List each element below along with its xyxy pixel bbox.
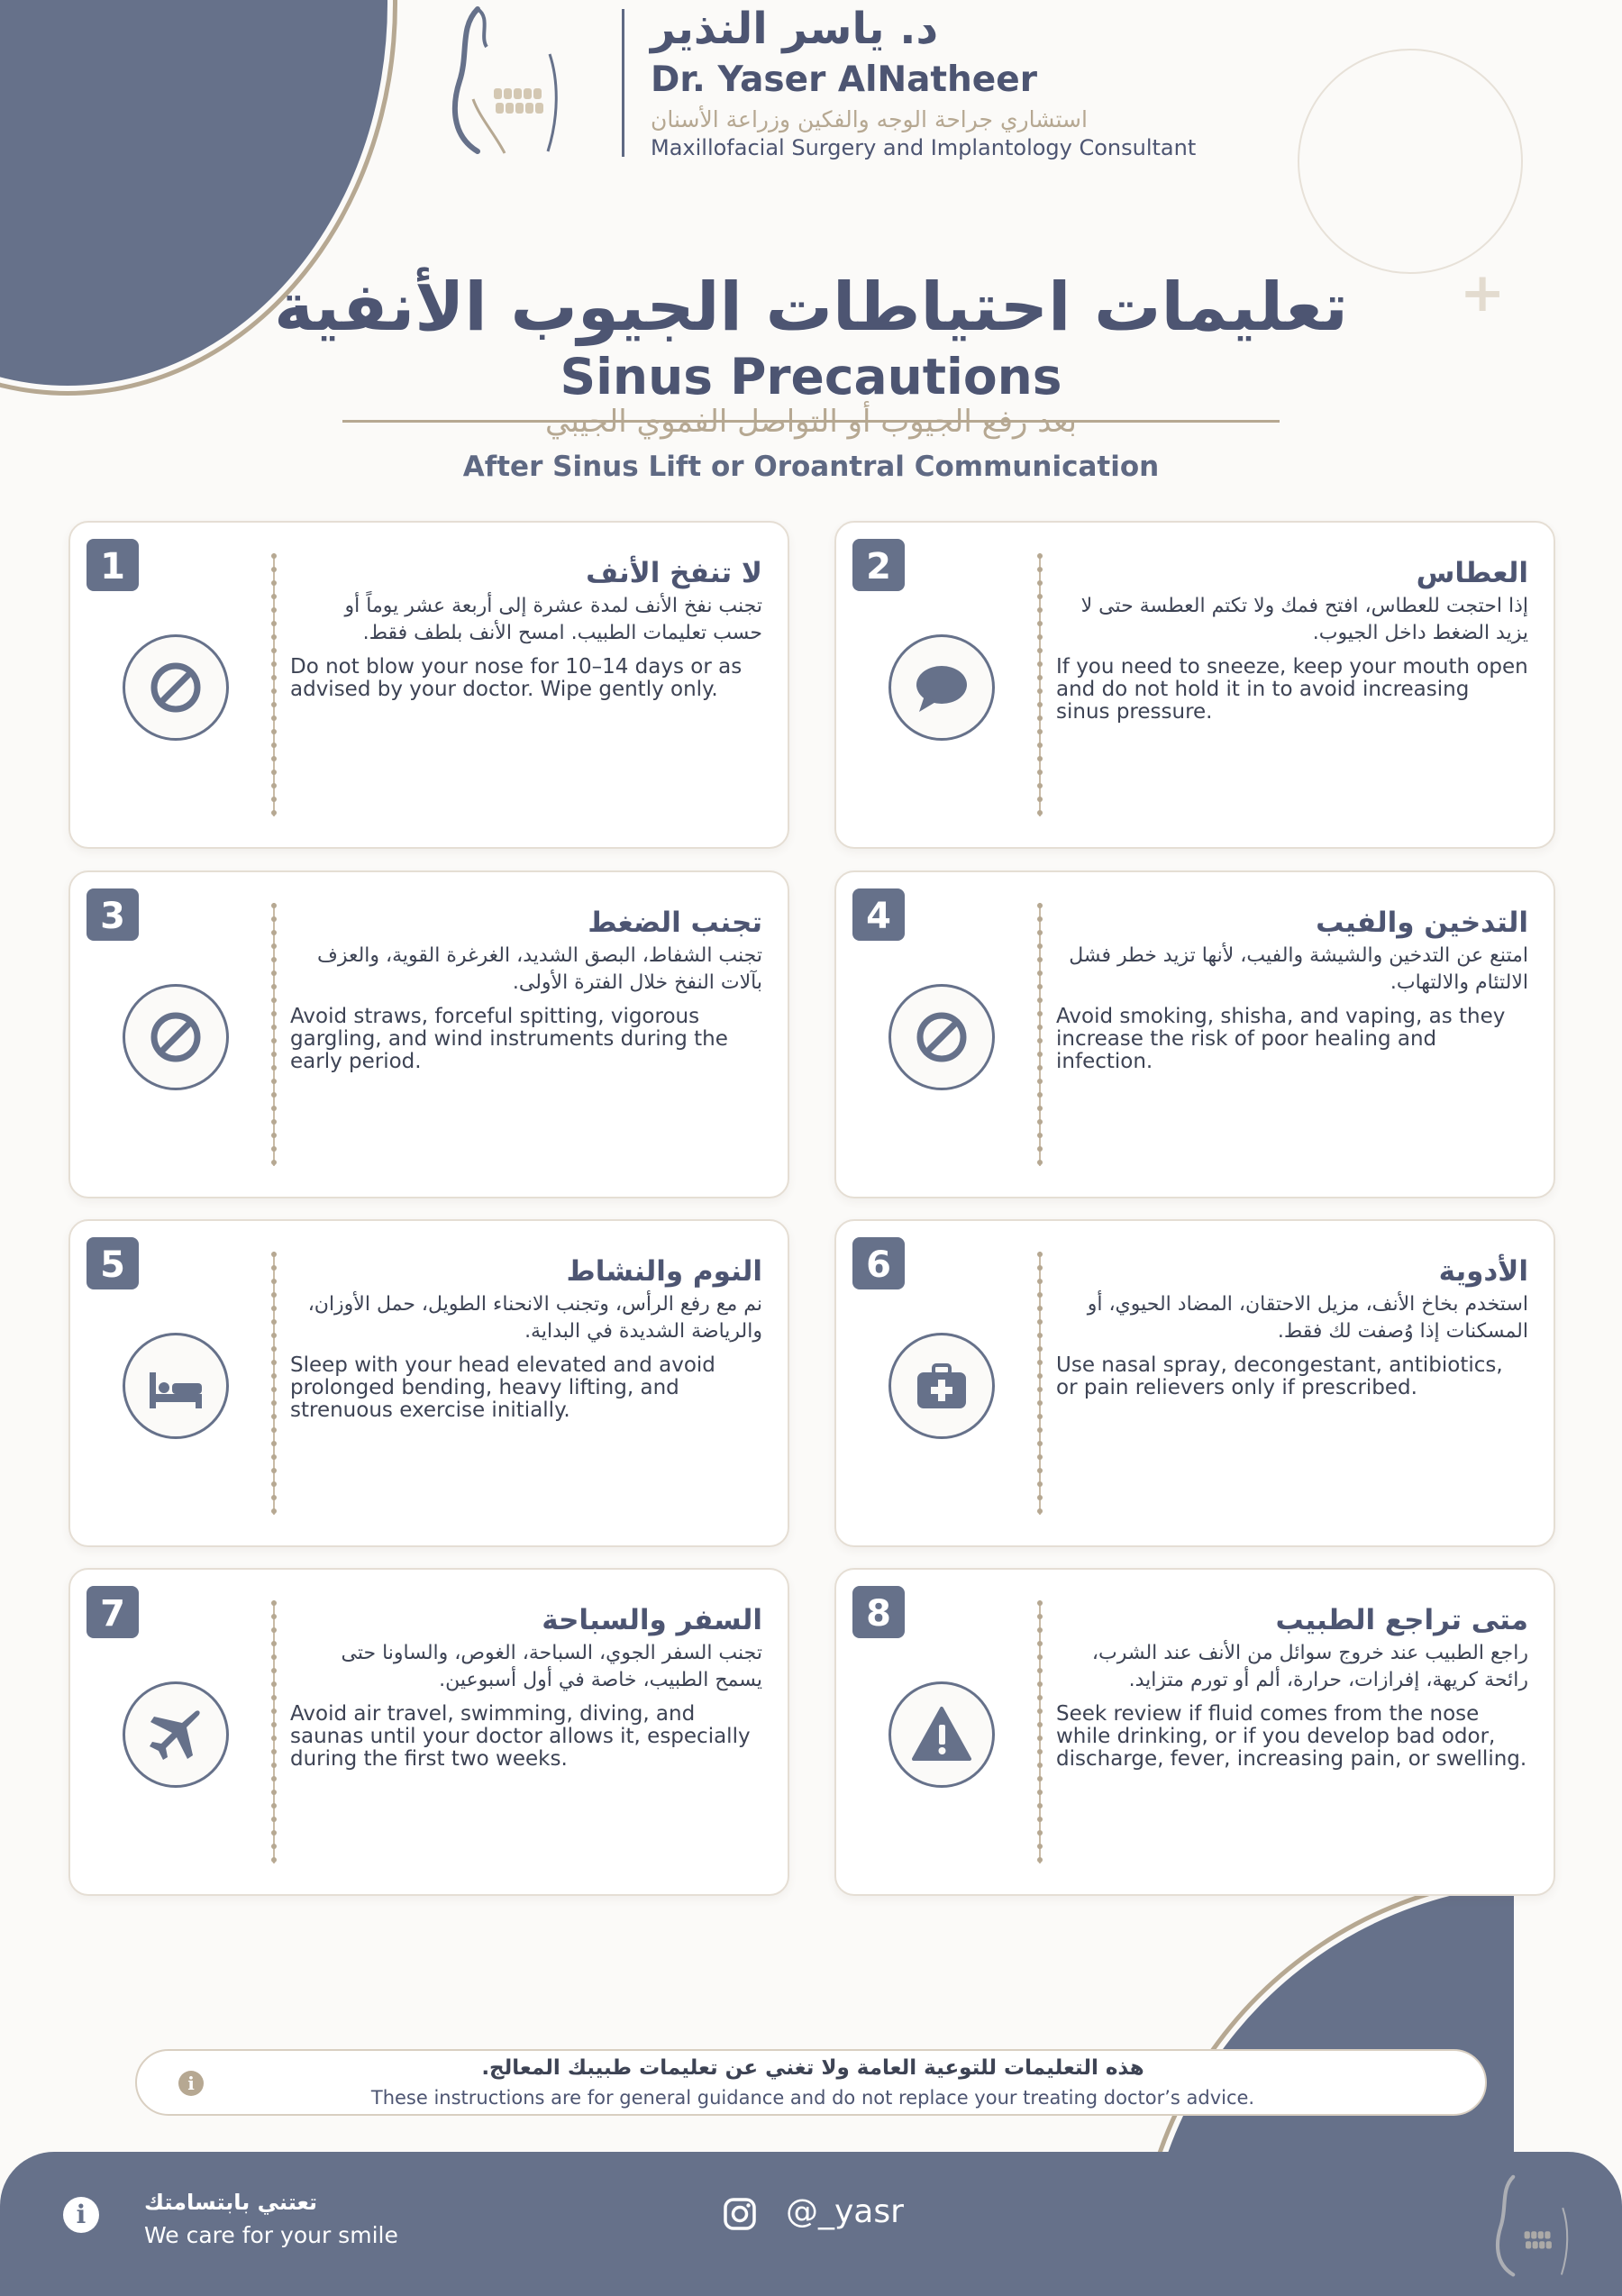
face-jaw-logo-icon (424, 0, 568, 155)
instruction-card (68, 1568, 789, 1896)
card-title-arabic: السفر والسباحة (542, 1604, 762, 1636)
card-text-english: Avoid straws, forceful spitting, vigorous gargling, and wind instruments during the early period. (290, 1005, 728, 1073)
card-number-badge: 1 (87, 539, 139, 591)
doctor-name-english: Dr. Yaser AlNatheer (651, 59, 1037, 100)
card-title-arabic: العطاس (1416, 557, 1528, 589)
card-number-badge: 4 (852, 888, 905, 941)
decorative-circle (1298, 49, 1523, 274)
dotted-divider (1034, 1600, 1045, 1863)
card-text-english: Sleep with your head elevated and avoid prolonged bending, heavy lifting, and strenuous exercise initially. (290, 1353, 715, 1422)
footer-tagline-arabic: تعتني بابتسامتك (144, 2190, 318, 2215)
instagram-icon[interactable] (723, 2197, 757, 2231)
instruction-card (834, 521, 1555, 849)
instruction-card (68, 1219, 789, 1547)
info-icon: i (63, 2197, 99, 2233)
card-title-arabic: النوم والنشاط (566, 1255, 762, 1288)
page-subtitle-english: After Sinus Lift or Oroantral Communication (462, 451, 1160, 483)
page-title-english: Sinus Precautions (560, 348, 1062, 405)
card-text-english: Seek review if fluid comes from the nose while drinking, or if you develop bad odor, discharge, fever, increasing pain, or swelling. (1056, 1702, 1527, 1771)
card-title-arabic: متى تراجع الطبيب (1275, 1604, 1528, 1636)
disclaimer-english: These instructions are for general guidance and do not replace your treating doctor’s advice. (370, 2087, 1255, 2109)
card-text-english: Avoid smoking, shisha, and vaping, as they increase the risk of poor healing and infection. (1056, 1005, 1506, 1073)
footer-tagline-english: We care for your smile (144, 2222, 398, 2248)
card-number-badge: 6 (852, 1237, 905, 1289)
medical-kit-icon (888, 1333, 995, 1439)
face-jaw-logo-icon (1476, 2168, 1575, 2280)
speech-bubble-icon (888, 634, 995, 741)
doctor-title-english: Maxillofacial Surgery and Implantology Consultant (651, 135, 1197, 160)
dotted-divider (1034, 553, 1045, 816)
card-text-english: Use nasal spray, decongestant, antibiotics, or pain relievers only if prescribed. (1056, 1353, 1503, 1399)
card-text-english: Do not blow your nose for 10–14 days or as advised by your doctor. Wipe gently only. (290, 655, 743, 701)
card-text-english: If you need to sneeze, keep your mouth open and do not hold it in to avoid increasing sinus pressure. (1056, 655, 1528, 724)
header-divider (622, 9, 624, 157)
card-text-arabic: تجنب نفخ الأنف لمدة عشرة إلى أربعة عشر يوماً أو حسب تعليمات الطبيب. امسح الأنف بلطف فقط. (344, 595, 762, 644)
instruction-card (834, 1568, 1555, 1896)
bed-icon (123, 1333, 229, 1439)
dotted-divider (269, 553, 279, 816)
dotted-divider (1034, 903, 1045, 1166)
dotted-divider (269, 1600, 279, 1863)
card-number-badge: 7 (87, 1586, 139, 1638)
info-icon: i (178, 2071, 204, 2096)
decorative-plus-icon: + (1460, 261, 1506, 324)
instruction-card (834, 870, 1555, 1198)
card-text-arabic: امتنع عن التدخين والشيشة والفيب، لأنها تزيد خطر فشل الالتئام والالتهاب. (1069, 944, 1528, 994)
card-text-arabic: استخدم بخاخ الأنف، مزيل الاحتقان، المضاد الحيوي، أو المسكنات إذا وُصفت لك فقط. (1087, 1293, 1528, 1343)
card-text-arabic: تجنب الشفاط، البصق الشديد، الغرغرة القوية، والعزف بآلات النفخ خلال الفترة الأولى. (317, 944, 762, 994)
card-text-arabic: تجنب السفر الجوي، السباحة، الغوص، والساونا حتى يسمح الطبيب، خاصة في أول أسبوعين. (341, 1642, 762, 1691)
card-number-badge: 3 (87, 888, 139, 941)
instruction-card (68, 521, 789, 849)
page-title-arabic: تعليمات احتياطات الجيوب الأنفية (274, 269, 1348, 346)
instruction-card (834, 1219, 1555, 1547)
airplane-icon (123, 1681, 229, 1788)
no-entry-icon (123, 984, 229, 1090)
instagram-handle-link[interactable]: @_yasr (786, 2193, 904, 2230)
disclaimer-box (135, 2049, 1487, 2116)
no-entry-icon (888, 984, 995, 1090)
card-title-arabic: الأدوية (1438, 1255, 1528, 1288)
card-text-arabic: راجع الطبيب عند خروج سوائل من الأنف عند الشرب، رائحة كريهة، إفرازات، حرارة، ألم أو تورم متزايد. (1091, 1642, 1528, 1691)
footer (0, 2152, 1622, 2296)
no-entry-icon (123, 634, 229, 741)
doctor-name-arabic: د. ياسر النذير (651, 4, 939, 54)
card-text-arabic: نم مع رفع الرأس، وتجنب الانحناء الطويل، حمل الأوزان، والرياضة الشديدة في البداية. (307, 1293, 762, 1343)
card-title-arabic: لا تنفخ الأنف (586, 557, 762, 589)
page-subtitle-arabic: بعد رفع الجيوب أو التواصل الفموي الجيبي (545, 404, 1077, 440)
doctor-title-arabic: استشاري جراحة الوجه والفكين وزراعة الأسنان (651, 106, 1088, 132)
card-number-badge: 8 (852, 1586, 905, 1638)
card-title-arabic: تجنب الضغط (588, 907, 762, 939)
card-text-arabic: إذا احتجت للعطاس، افتح فمك ولا تكتم العطسة حتى لا يزيد الضغط داخل الجيوب. (1080, 595, 1528, 644)
disclaimer-arabic: هذه التعليمات للتوعية العامة ولا تغني عن تعليمات طبيبك المعالج. (481, 2056, 1144, 2080)
dotted-divider (269, 1252, 279, 1515)
card-title-arabic: التدخين والفيب (1316, 907, 1528, 939)
card-number-badge: 2 (852, 539, 905, 591)
instruction-card (68, 870, 789, 1198)
card-number-badge: 5 (87, 1237, 139, 1289)
dotted-divider (269, 903, 279, 1166)
card-text-english: Avoid air travel, swimming, diving, and saunas until your doctor allows it, especially during the first two weeks. (290, 1702, 751, 1771)
dotted-divider (1034, 1252, 1045, 1515)
warning-icon (888, 1681, 995, 1788)
